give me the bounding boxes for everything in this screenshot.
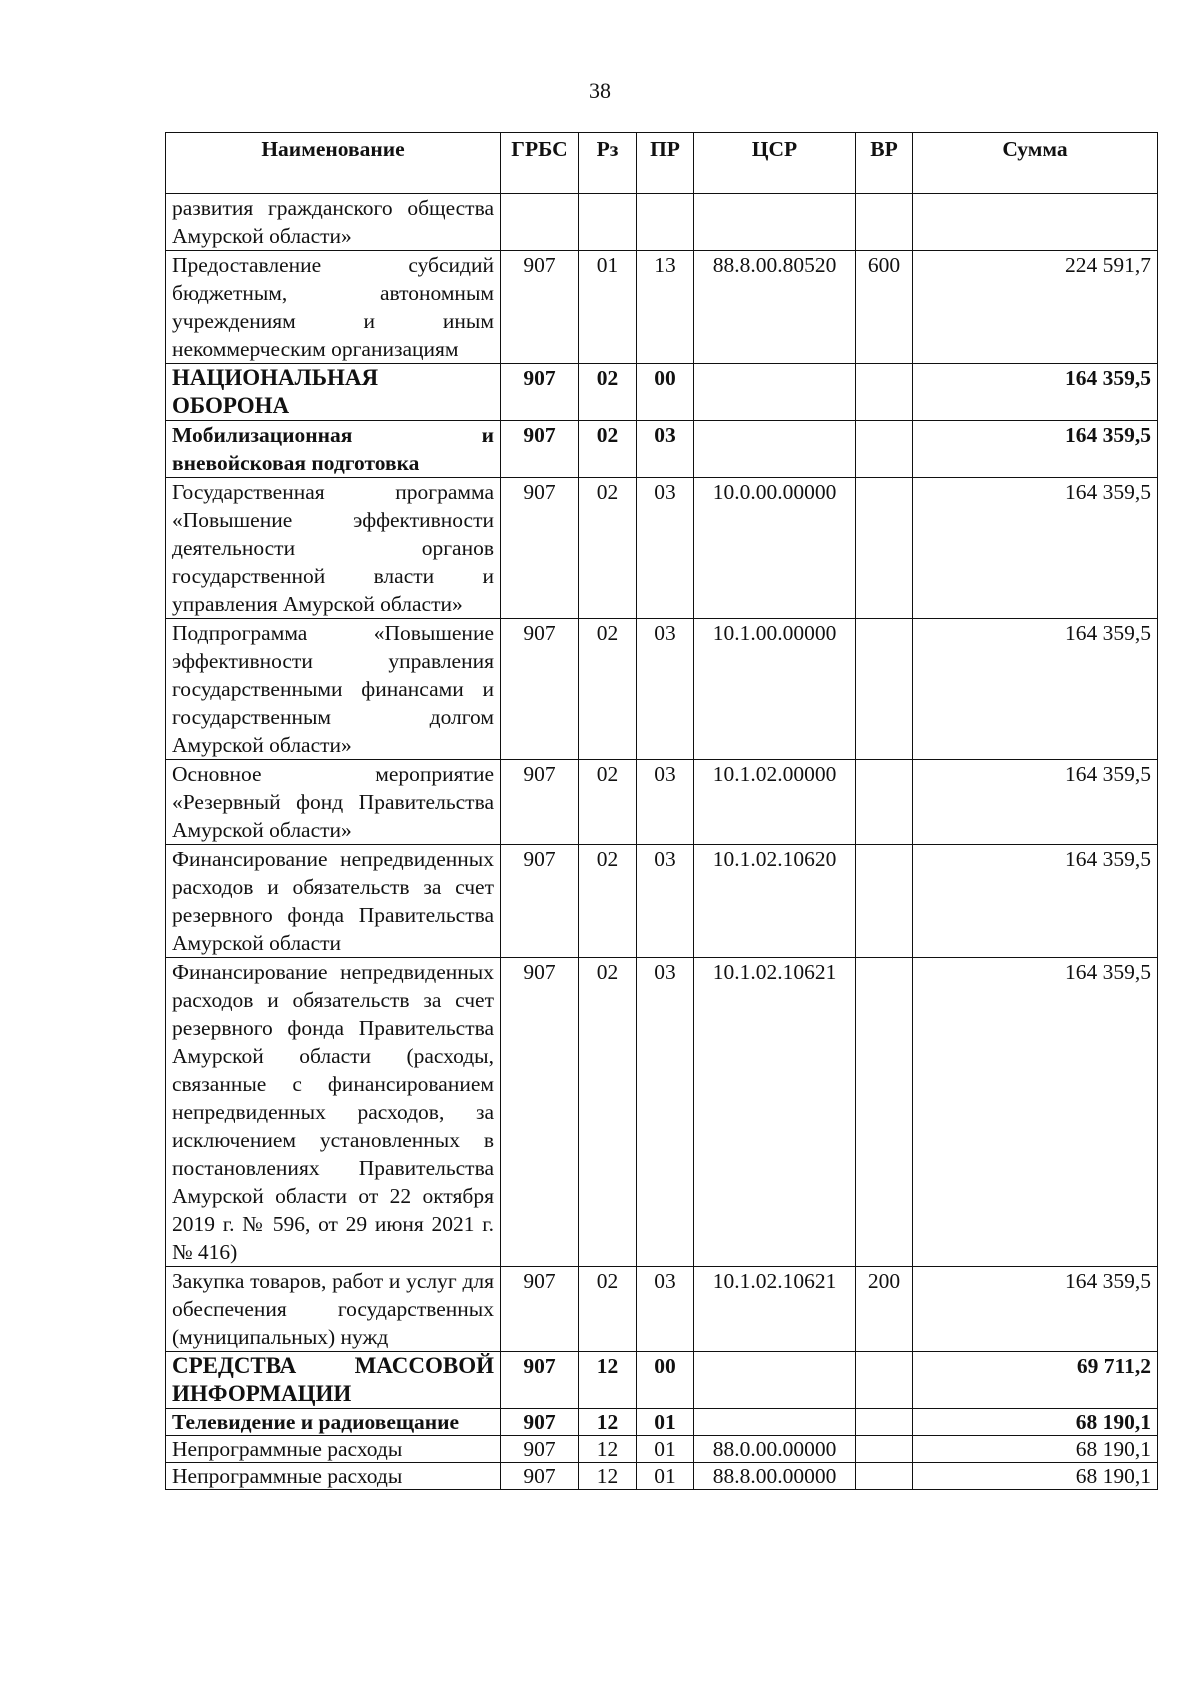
cell-sum: 68 190,1 bbox=[913, 1409, 1158, 1436]
cell-name: Телевидение и радиовещание bbox=[166, 1409, 501, 1436]
header-csr: ЦСР bbox=[694, 133, 856, 194]
cell-csr: 88.0.00.00000 bbox=[694, 1436, 856, 1463]
table-row bbox=[166, 421, 1158, 478]
table-row bbox=[166, 619, 1158, 760]
cell-csr bbox=[694, 421, 856, 478]
table-row bbox=[166, 194, 1158, 251]
cell-grbs: 907 bbox=[501, 1352, 579, 1409]
cell-sum bbox=[913, 194, 1158, 251]
cell-sum: 164 359,5 bbox=[913, 364, 1158, 421]
cell-pr: 03 bbox=[637, 958, 694, 1267]
cell-vr bbox=[856, 845, 913, 958]
cell-sum: 164 359,5 bbox=[913, 421, 1158, 478]
cell-pr: 03 bbox=[637, 760, 694, 845]
cell-pr: 03 bbox=[637, 1267, 694, 1352]
cell-name: Финансирование непредвиденных расходов и обязательств за счет резервного фонда Правительства Амурской области (расходы, связанные с финансированием непредвиденных расходов, за исключением установленных в постановлениях Правительства Амурской области от 22 октября 2019 г. № 596, от 29 июня 2021 г. № 416) bbox=[166, 958, 501, 1267]
cell-pr: 13 bbox=[637, 251, 694, 364]
cell-vr bbox=[856, 1352, 913, 1409]
cell-name: Подпрограмма «Повышение эффективности управления государственными финансами и государственным долгом Амурской области» bbox=[166, 619, 501, 760]
table-row bbox=[166, 364, 1158, 421]
header-rz: Рз bbox=[579, 133, 637, 194]
cell-sum: 224 591,7 bbox=[913, 251, 1158, 364]
cell-csr: 10.0.00.00000 bbox=[694, 478, 856, 619]
cell-sum: 164 359,5 bbox=[913, 845, 1158, 958]
table-row bbox=[166, 1352, 1158, 1409]
header-name: Наименование bbox=[166, 133, 501, 194]
cell-grbs: 907 bbox=[501, 1267, 579, 1352]
cell-name: НАЦИОНАЛЬНАЯ ОБОРОНА bbox=[166, 364, 501, 421]
cell-csr: 10.1.02.10621 bbox=[694, 1267, 856, 1352]
cell-vr bbox=[856, 1409, 913, 1436]
cell-vr bbox=[856, 478, 913, 619]
cell-rz: 02 bbox=[579, 421, 637, 478]
cell-pr bbox=[637, 194, 694, 251]
table-row bbox=[166, 1436, 1158, 1463]
table-row bbox=[166, 845, 1158, 958]
cell-name: Финансирование непредвиденных расходов и обязательств за счет резервного фонда Правительства Амурской области bbox=[166, 845, 501, 958]
cell-csr bbox=[694, 364, 856, 421]
cell-grbs: 907 bbox=[501, 1436, 579, 1463]
cell-rz: 02 bbox=[579, 478, 637, 619]
cell-pr: 03 bbox=[637, 619, 694, 760]
table-row bbox=[166, 251, 1158, 364]
cell-name: развития гражданского общества Амурской области» bbox=[166, 194, 501, 251]
cell-name: СРЕДСТВА МАССОВОЙ ИНФОРМАЦИИ bbox=[166, 1352, 501, 1409]
table-row bbox=[166, 478, 1158, 619]
cell-rz: 02 bbox=[579, 1267, 637, 1352]
cell-name: Основное мероприятие «Резервный фонд Правительства Амурской области» bbox=[166, 760, 501, 845]
cell-sum: 68 190,1 bbox=[913, 1463, 1158, 1490]
cell-rz: 02 bbox=[579, 958, 637, 1267]
header-sum: Сумма bbox=[913, 133, 1158, 194]
cell-name: Непрограммные расходы bbox=[166, 1436, 501, 1463]
cell-vr bbox=[856, 958, 913, 1267]
cell-pr: 00 bbox=[637, 364, 694, 421]
cell-sum: 164 359,5 bbox=[913, 619, 1158, 760]
cell-grbs: 907 bbox=[501, 251, 579, 364]
cell-name: Предоставление субсидий бюджетным, автономным учреждениям и иным некоммерческим организациям bbox=[166, 251, 501, 364]
cell-grbs: 907 bbox=[501, 478, 579, 619]
cell-csr: 10.1.02.10620 bbox=[694, 845, 856, 958]
cell-csr bbox=[694, 1409, 856, 1436]
header-grbs: ГРБС bbox=[501, 133, 579, 194]
cell-grbs bbox=[501, 194, 579, 251]
cell-grbs: 907 bbox=[501, 421, 579, 478]
cell-csr: 88.8.00.00000 bbox=[694, 1463, 856, 1490]
table-body bbox=[166, 194, 1158, 1490]
cell-name: Мобилизационная и вневойсковая подготовка bbox=[166, 421, 501, 478]
cell-csr: 10.1.00.00000 bbox=[694, 619, 856, 760]
cell-rz: 12 bbox=[579, 1409, 637, 1436]
header-row bbox=[166, 133, 1158, 194]
cell-csr: 88.8.00.80520 bbox=[694, 251, 856, 364]
cell-vr bbox=[856, 1463, 913, 1490]
cell-pr: 01 bbox=[637, 1463, 694, 1490]
cell-sum: 164 359,5 bbox=[913, 1267, 1158, 1352]
cell-rz: 01 bbox=[579, 251, 637, 364]
cell-rz: 02 bbox=[579, 364, 637, 421]
cell-vr bbox=[856, 364, 913, 421]
cell-name: Государственная программа «Повышение эффективности деятельности органов государственной власти и управления Амурской области» bbox=[166, 478, 501, 619]
cell-pr: 03 bbox=[637, 421, 694, 478]
cell-pr: 01 bbox=[637, 1409, 694, 1436]
table-row bbox=[166, 958, 1158, 1267]
cell-csr: 10.1.02.00000 bbox=[694, 760, 856, 845]
cell-rz: 02 bbox=[579, 845, 637, 958]
cell-name: Непрограммные расходы bbox=[166, 1463, 501, 1490]
header-vr: ВР bbox=[856, 133, 913, 194]
cell-sum: 164 359,5 bbox=[913, 958, 1158, 1267]
cell-rz: 12 bbox=[579, 1463, 637, 1490]
table-row bbox=[166, 1267, 1158, 1352]
cell-sum: 68 190,1 bbox=[913, 1436, 1158, 1463]
cell-grbs: 907 bbox=[501, 958, 579, 1267]
cell-rz: 12 bbox=[579, 1352, 637, 1409]
table-row bbox=[166, 1409, 1158, 1436]
cell-sum: 69 711,2 bbox=[913, 1352, 1158, 1409]
cell-vr bbox=[856, 194, 913, 251]
cell-vr: 200 bbox=[856, 1267, 913, 1352]
table-row bbox=[166, 760, 1158, 845]
cell-name: Закупка товаров, работ и услуг для обеспечения государственных (муниципальных) нужд bbox=[166, 1267, 501, 1352]
cell-vr bbox=[856, 619, 913, 760]
cell-csr bbox=[694, 1352, 856, 1409]
cell-grbs: 907 bbox=[501, 619, 579, 760]
cell-grbs: 907 bbox=[501, 1409, 579, 1436]
cell-rz: 02 bbox=[579, 760, 637, 845]
cell-grbs: 907 bbox=[501, 760, 579, 845]
cell-csr bbox=[694, 194, 856, 251]
cell-grbs: 907 bbox=[501, 364, 579, 421]
cell-rz bbox=[579, 194, 637, 251]
page-number: 38 bbox=[589, 78, 611, 103]
budget-table bbox=[165, 132, 1158, 1490]
cell-rz: 02 bbox=[579, 619, 637, 760]
cell-pr: 01 bbox=[637, 1436, 694, 1463]
cell-rz: 12 bbox=[579, 1436, 637, 1463]
cell-grbs: 907 bbox=[501, 845, 579, 958]
cell-pr: 00 bbox=[637, 1352, 694, 1409]
cell-grbs: 907 bbox=[501, 1463, 579, 1490]
cell-vr bbox=[856, 760, 913, 845]
cell-csr: 10.1.02.10621 bbox=[694, 958, 856, 1267]
cell-vr bbox=[856, 421, 913, 478]
cell-vr bbox=[856, 1436, 913, 1463]
cell-pr: 03 bbox=[637, 478, 694, 619]
table-row bbox=[166, 1463, 1158, 1490]
cell-sum: 164 359,5 bbox=[913, 478, 1158, 619]
header-pr: ПР bbox=[637, 133, 694, 194]
cell-sum: 164 359,5 bbox=[913, 760, 1158, 845]
cell-vr: 600 bbox=[856, 251, 913, 364]
cell-pr: 03 bbox=[637, 845, 694, 958]
